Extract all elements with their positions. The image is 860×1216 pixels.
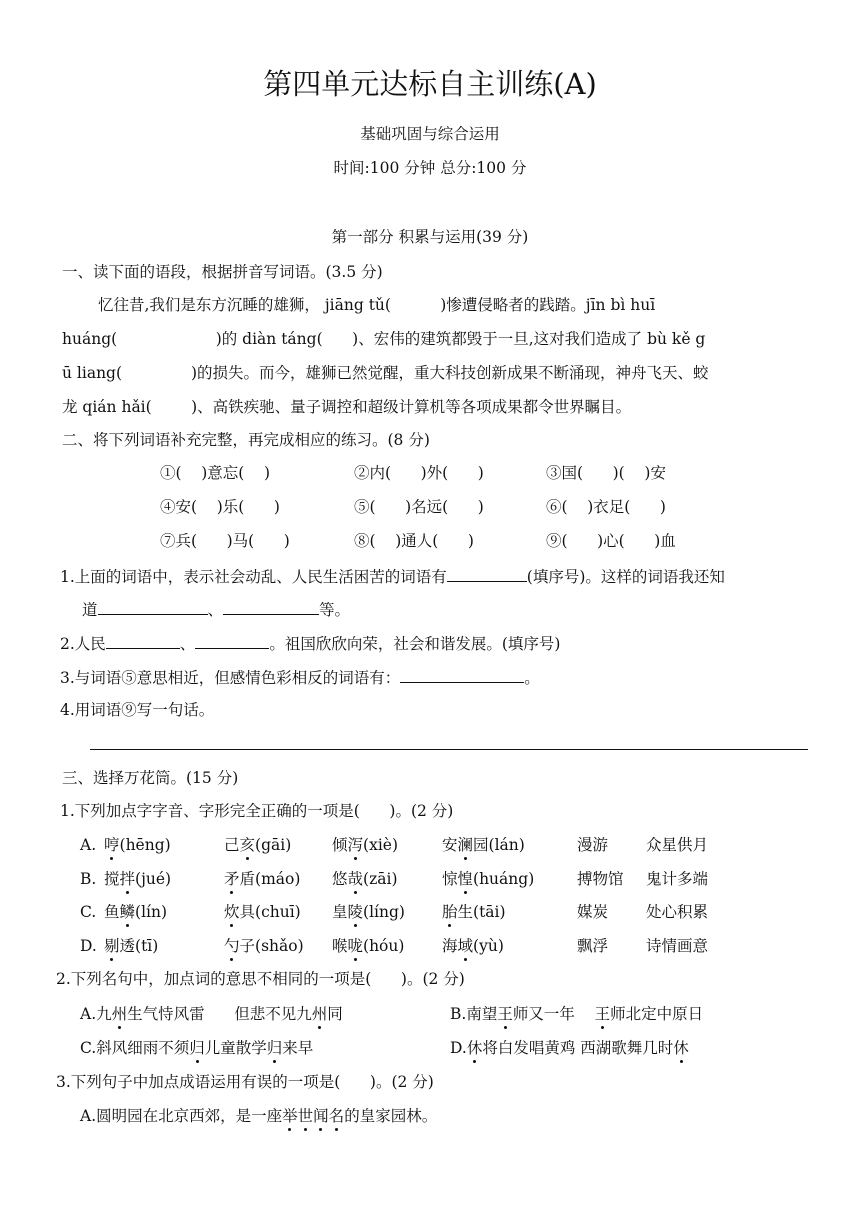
- answer-blank[interactable]: [223, 598, 319, 615]
- answer-blank[interactable]: [98, 598, 208, 615]
- answer-writing-line[interactable]: [90, 749, 808, 750]
- option-label: A.: [80, 836, 97, 854]
- option-cell: 矛盾(máo): [224, 870, 301, 888]
- q2-item-8: ⑧( )通人( ): [354, 532, 474, 550]
- q1-passage-line-4: 龙 qián hǎi( )、高铁疾驰、量子调控和超级计算机等各项成果都令世界瞩目。: [62, 398, 632, 416]
- answer-blank[interactable]: [447, 565, 527, 582]
- q2-item-2: ②内( )外( ): [354, 464, 484, 482]
- q2-sub3-text: 3.与词语⑤意思相近，但感情色彩相反的词语有：: [60, 669, 401, 687]
- part1-heading: 第一部分 积累与运用(39 分): [331, 228, 529, 246]
- q2-item-3: ③国( )( )安: [546, 464, 666, 482]
- q2-sub1-text-dao: 道: [82, 601, 98, 619]
- option-cell: 鱼鳞(lín): [104, 903, 168, 921]
- option-cell: 飘浮: [577, 937, 609, 955]
- option-cell: 喉咙(hóu): [332, 937, 405, 955]
- mc2-option-c[interactable]: C.斜风细雨不须归儿童散学归来早: [80, 1039, 314, 1057]
- mc1-stem: 1.下列加点字字音、字形完全正确的一项是( )。(2 分): [60, 802, 454, 820]
- q2-sub2-text-end: 。祖国欣欣向荣，社会和谐发展。(填序号): [269, 635, 561, 653]
- option-cell: 己亥(gāi): [224, 836, 292, 854]
- q2-sub1-line2: [82, 598, 350, 620]
- page-title: 第四单元达标自主训练(A): [263, 67, 597, 101]
- q2-sub2-text: 2.人民: [60, 635, 106, 653]
- q2-sub4: 4.用词语⑨写一句话。: [60, 701, 215, 719]
- option-cell: 惊惶(huáng): [442, 870, 535, 888]
- q2-item-9: ⑨( )心( )血: [546, 532, 676, 550]
- option-cell: 漫游: [577, 836, 609, 854]
- q2-heading: 二、将下列词语补充完整，再完成相应的练习。(8 分): [62, 431, 430, 449]
- option-label: C.: [80, 903, 97, 921]
- option-cell: 勺子(shǎo): [224, 937, 304, 955]
- q2-sub3-text-end: 。: [524, 669, 540, 687]
- option-cell: 哼(hēng): [104, 836, 171, 854]
- q3-heading: 三、选择万花筒。(15 分): [62, 769, 239, 787]
- option-cell: 悠哉(zāi): [332, 870, 398, 888]
- option-cell: 搅拌(jué): [104, 870, 172, 888]
- q2-sub2: [60, 632, 560, 654]
- q1-passage-line-3: ū liang( )的损失。而今，雄狮已然觉醒，重大科技创新成果不断涌现，神舟飞天、蛟: [62, 364, 709, 382]
- option-label: D.: [80, 937, 97, 955]
- mc2-option-d[interactable]: D.休将白发唱黄鸡 西湖歌舞几时休: [450, 1039, 689, 1057]
- q2-item-1: ①( )意忘( ): [160, 464, 271, 482]
- option-cell: 海域(yù): [442, 937, 504, 955]
- answer-blank[interactable]: [400, 666, 524, 683]
- q2-item-7: ⑦兵( )马( ): [160, 532, 290, 550]
- q2-item-4: ④安( )乐( ): [160, 498, 280, 516]
- q2-sub1-line1: [60, 565, 725, 587]
- option-cell: 处心积累: [646, 903, 709, 921]
- q2-item-5: ⑤( )名远( ): [354, 498, 484, 516]
- q2-sub1-text-cont: (填序号)。这样的词语我还知: [526, 568, 725, 586]
- option-cell: 搏物馆: [577, 870, 624, 888]
- option-cell: 众星供月: [646, 836, 709, 854]
- option-cell: 炊具(chuī): [224, 903, 301, 921]
- mc2-option-b[interactable]: B.南望王师又一年 王师北定中原日: [450, 1005, 704, 1023]
- q2-sub1-text: 1.上面的词语中，表示社会动乱、人民生活困苦的词语有: [60, 568, 447, 586]
- mc2-option-a[interactable]: A.九州生气恃风雷 但悲不见九州同: [80, 1005, 343, 1023]
- separator: 、: [207, 601, 224, 619]
- option-label: B.: [80, 870, 97, 888]
- option-cell: 倾泻(xiè): [332, 836, 398, 854]
- q2-sub1-text-end: 等。: [319, 601, 351, 619]
- q2-sub3: [60, 666, 540, 688]
- separator: 、: [179, 635, 196, 653]
- mc3-stem: 3.下列句子中加点成语运用有误的一项是( )。(2 分): [56, 1073, 434, 1091]
- q1-passage-line-1: 忆往昔,我们是东方沉睡的雄狮， jiāng tǔ( )惨遭侵略者的践踏。jīn bì huī: [98, 296, 656, 314]
- q2-item-6: ⑥( )衣足( ): [546, 498, 666, 516]
- q1-heading: 一、读下面的语段，根据拼音写词语。(3.5 分): [62, 263, 383, 281]
- option-cell: 安澜园(lán): [442, 836, 525, 854]
- option-cell: 媒炭: [577, 903, 609, 921]
- option-cell: 皇陵(líng): [332, 903, 405, 921]
- option-cell: 剔透(tī): [104, 937, 159, 955]
- time-info: 时间:100 分钟 总分:100 分: [333, 159, 527, 177]
- mc3-option-a[interactable]: A.圆明园在北京西郊，是一座举世闻名的皇家园林。: [80, 1107, 438, 1125]
- option-cell: 鬼计多端: [646, 870, 709, 888]
- answer-blank[interactable]: [195, 632, 269, 649]
- subtitle: 基础巩固与综合运用: [360, 125, 500, 143]
- answer-blank[interactable]: [106, 632, 180, 649]
- mc2-stem: 2.下列名句中，加点词的意思不相同的一项是( )。(2 分): [56, 970, 465, 988]
- option-cell: 诗情画意: [646, 937, 709, 955]
- option-cell: 胎生(tāi): [442, 903, 506, 921]
- q1-passage-line-2: huáng( )的 diàn táng( )、宏伟的建筑都毁于一旦,这对我们造成了 bù kě g: [62, 330, 706, 348]
